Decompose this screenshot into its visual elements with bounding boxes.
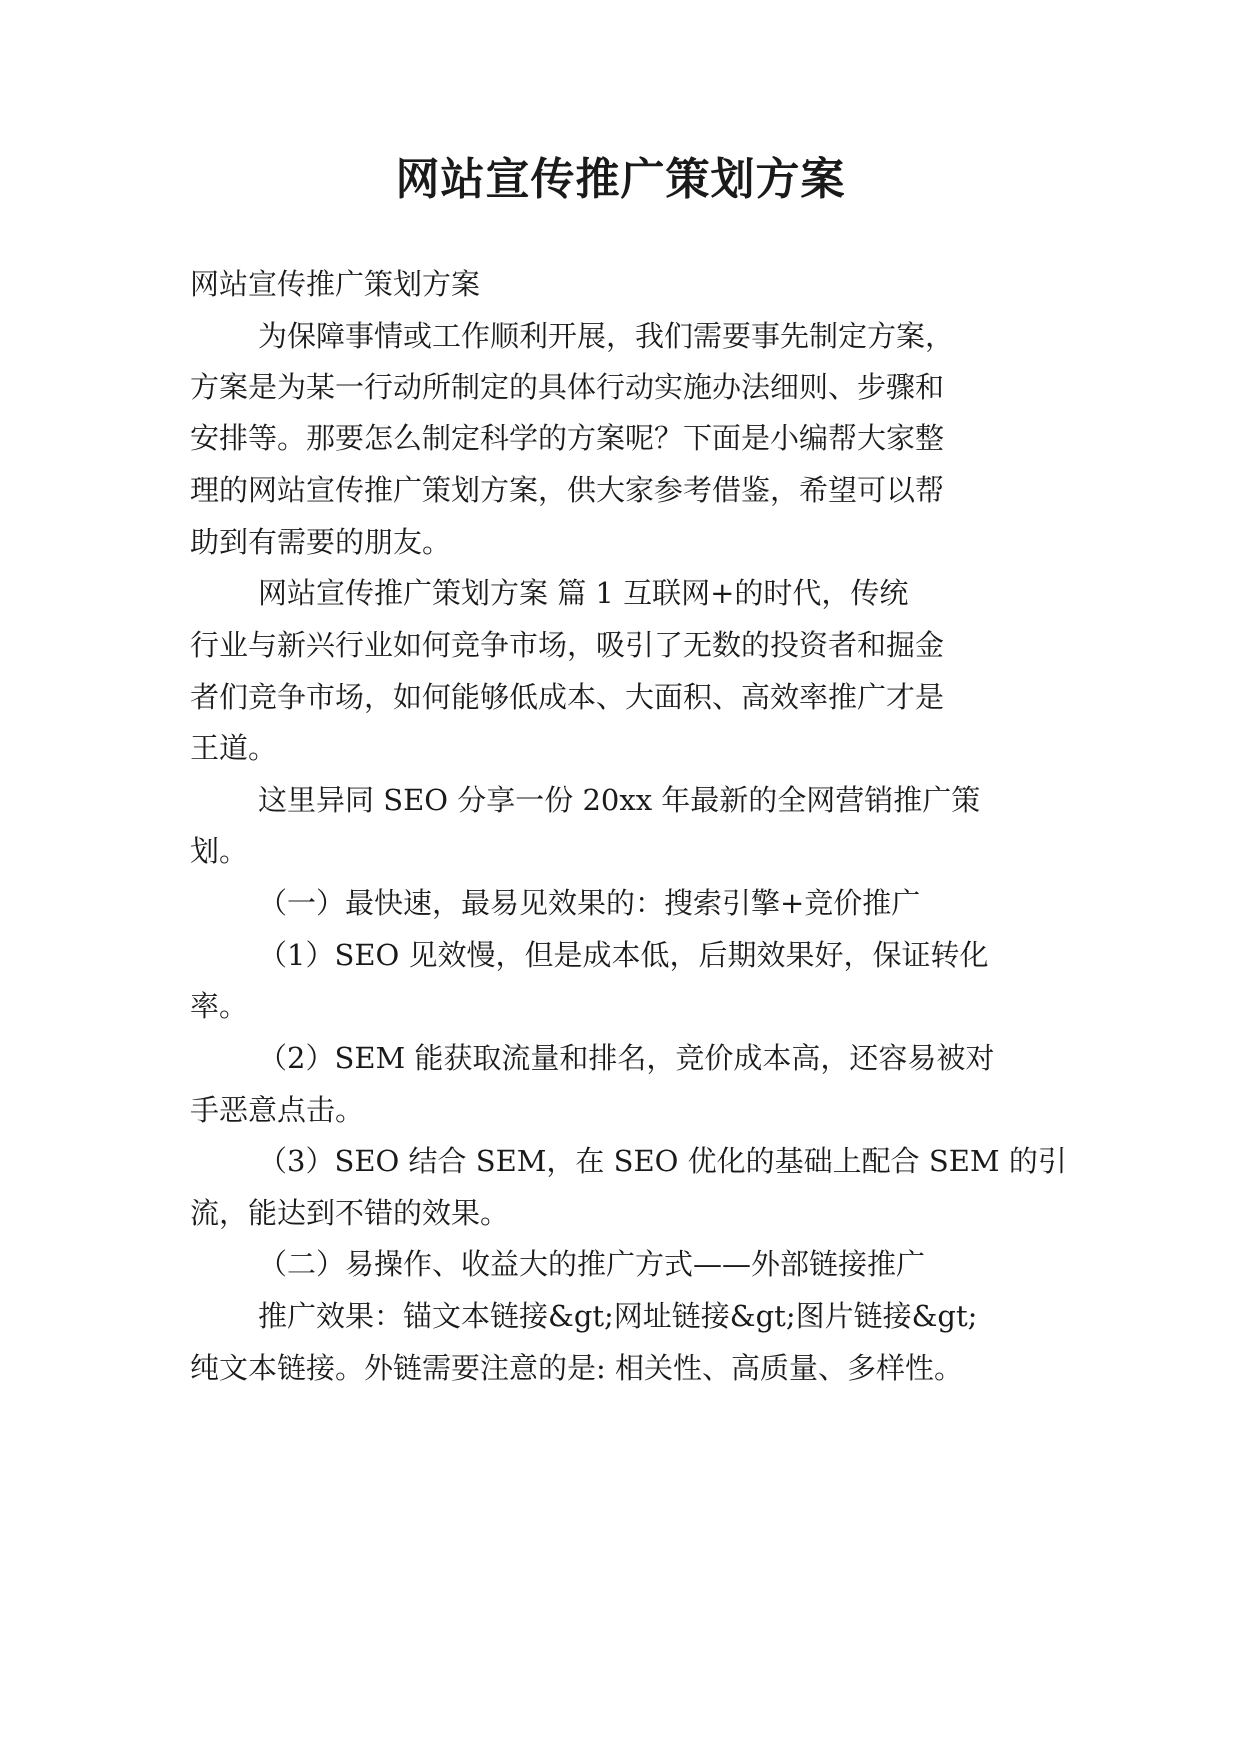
body-line: 纯文本链接。外链需要注意的是: 相关性、高质量、多样性。 <box>190 1351 963 1385</box>
body-line: 手恶意点击。 <box>190 1093 365 1127</box>
body-line: 网站宣传推广策划方案 篇 1 互联网+的时代，传统 <box>258 576 909 610</box>
body-line: 理的网站宣传推广策划方案，供大家参考借鉴，希望可以帮 <box>190 473 945 507</box>
body-line: 方案是为某一行动所制定的具体行动实施办法细则、步骤和 <box>190 370 945 404</box>
body-line: 王道。 <box>190 731 278 765</box>
body-line: 行业与新兴行业如何竞争市场，吸引了无数的投资者和掘金 <box>190 628 945 662</box>
body-line: 推广效果：锚文本链接&gt;网址链接&gt;图片链接&gt; <box>258 1299 978 1333</box>
body-line: 者们竞争市场，如何能够低成本、大面积、高效率推广才是 <box>190 680 945 714</box>
document-title: 网站宣传推广策划方案 <box>395 154 846 205</box>
body-line: 这里异同 SEO 分享一份 20xx 年最新的全网营销推广策 <box>258 783 981 817</box>
body-line: 网站宣传推广策划方案 <box>190 267 481 301</box>
body-line: 助到有需要的朋友。 <box>190 525 452 559</box>
body-line: （1）SEO 见效慢，但是成本低，后期效果好，保证转化 <box>258 938 989 972</box>
body-line: 流，能达到不错的效果。 <box>190 1196 510 1230</box>
body-line: 为保障事情或工作顺利开展，我们需要事先制定方案， <box>258 319 955 353</box>
body-line: 率。 <box>190 989 249 1023</box>
body-line: （2）SEM 能获取流量和排名，竞价成本高，还容易被对 <box>258 1041 995 1075</box>
body-line: （二）易操作、收益大的推广方式——外部链接推广 <box>258 1247 926 1281</box>
body-line: 划。 <box>190 834 249 868</box>
body-line: 安排等。那要怎么制定科学的方案呢？下面是小编帮大家整 <box>190 421 945 455</box>
body-line: （一）最快速，最易见效果的：搜索引擎+竞价推广 <box>258 886 921 920</box>
body-line: （3）SEO 结合 SEM，在 SEO 优化的基础上配合 SEM 的引 <box>258 1144 1067 1178</box>
